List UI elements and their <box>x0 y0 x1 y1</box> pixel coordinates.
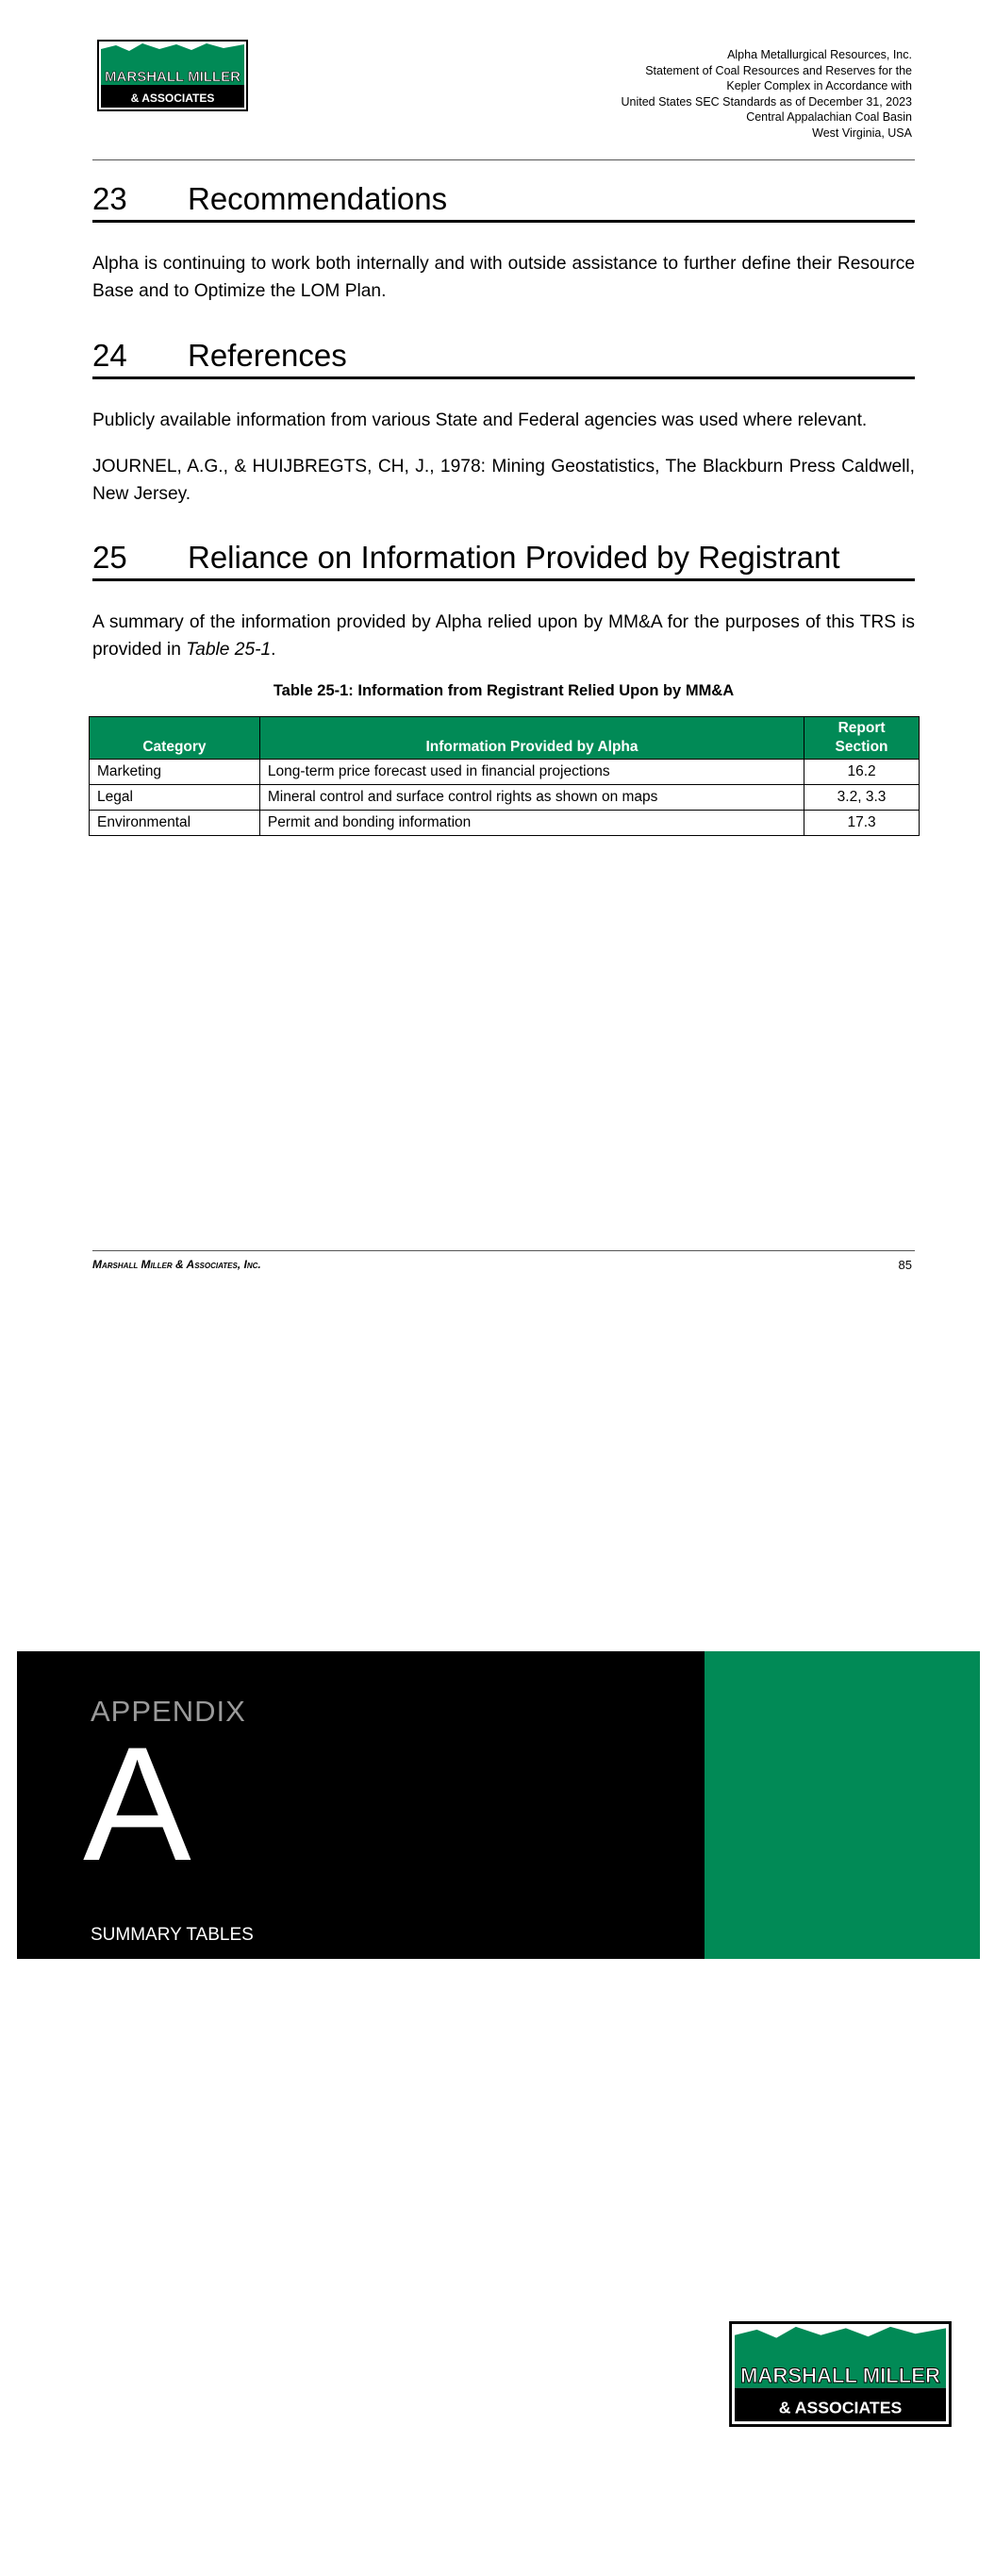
appendix-banner-green <box>705 1651 980 1959</box>
category-cell: Environmental <box>90 811 260 836</box>
column-header-information: Information Provided by Alpha <box>259 717 804 760</box>
category-cell: Legal <box>90 785 260 811</box>
table-row <box>90 760 920 785</box>
footer-company: Marshall Miller & Associates, Inc. <box>92 1258 261 1271</box>
header-line: Statement of Coal Resources and Reserves for the <box>645 63 912 77</box>
section-title: Recommendations <box>188 181 448 216</box>
information-cell: Permit and bonding information <box>259 811 804 836</box>
header-line: West Virginia, USA <box>812 125 912 140</box>
appendix-subtitle: SUMMARY TABLES <box>91 1925 254 1945</box>
page-number: 85 <box>898 1258 912 1272</box>
header-line: United States SEC Standards as of December 31, 2023 <box>621 94 912 109</box>
appendix-letter: A <box>83 1714 191 1895</box>
column-header-text: Report Section <box>835 720 888 755</box>
company-logo <box>97 40 248 111</box>
section-title: Reliance on Information Provided by Registrant <box>188 540 840 575</box>
header-line: Kepler Complex in Accordance with <box>726 79 912 93</box>
section-cell: 17.3 <box>804 811 920 836</box>
footer-divider <box>92 1250 915 1251</box>
section-number: 24 <box>92 338 127 373</box>
section-title: References <box>188 338 347 373</box>
paragraph <box>92 610 915 663</box>
section-cell: 3.2, 3.3 <box>804 785 920 811</box>
section-number: 23 <box>92 181 127 216</box>
section-heading-24 <box>92 339 915 379</box>
logo-line2: & ASSOCIATES <box>778 2398 903 2417</box>
paragraph-text: A summary of the information provided by Alpha relied upon by MM&A for the purposes of this TRS is provided in <box>92 612 915 660</box>
information-cell: Long-term price forecast used in financial projections <box>259 760 804 785</box>
reference-entry: JOURNEL, A.G., & HUIJBREGTS, CH, J., 1978: Mining Geostatistics, The Blackburn Press Caldwell, New Jersey. <box>92 457 915 504</box>
section-cell: 16.2 <box>804 760 920 785</box>
paragraph: Alpha is continuing to work both internally and with outside assistance to further define their Resource Base and to Optimize the LOM Plan. <box>92 254 915 301</box>
paragraph-end: . <box>271 639 276 660</box>
registrant-info-table <box>89 716 920 836</box>
logo-line1: MARSHALL MILLER <box>740 2363 940 2387</box>
paragraph: Publicly available information from various State and Federal agencies was used where relevant. <box>92 410 868 430</box>
header-line: Alpha Metallurgical Resources, Inc. <box>727 48 912 61</box>
section-heading-23 <box>92 182 915 223</box>
section-number: 25 <box>92 540 127 575</box>
company-logo-bottom <box>726 2321 954 2427</box>
information-cell: Mineral control and surface control rights as shown on maps <box>259 785 804 811</box>
column-header-report-section <box>804 717 920 760</box>
category-cell: Marketing <box>90 760 260 785</box>
table-header-row <box>90 717 920 760</box>
header-line: Central Appalachian Coal Basin <box>746 110 912 125</box>
section-heading-25 <box>92 541 915 581</box>
table-row <box>90 811 920 836</box>
logo-line1: MARSHALL MILLER <box>105 69 240 85</box>
table-row <box>90 785 920 811</box>
header-divider <box>92 159 915 160</box>
logo-line2: & ASSOCIATES <box>130 92 215 105</box>
table-reference: Table 25-1 <box>186 639 272 660</box>
table-caption: Table 25-1: Information from Registrant Relied Upon by MM&A <box>273 682 735 699</box>
report-header-info <box>422 47 912 142</box>
appendix-label: APPENDIX <box>91 1695 246 1728</box>
column-header-category: Category <box>90 717 260 760</box>
